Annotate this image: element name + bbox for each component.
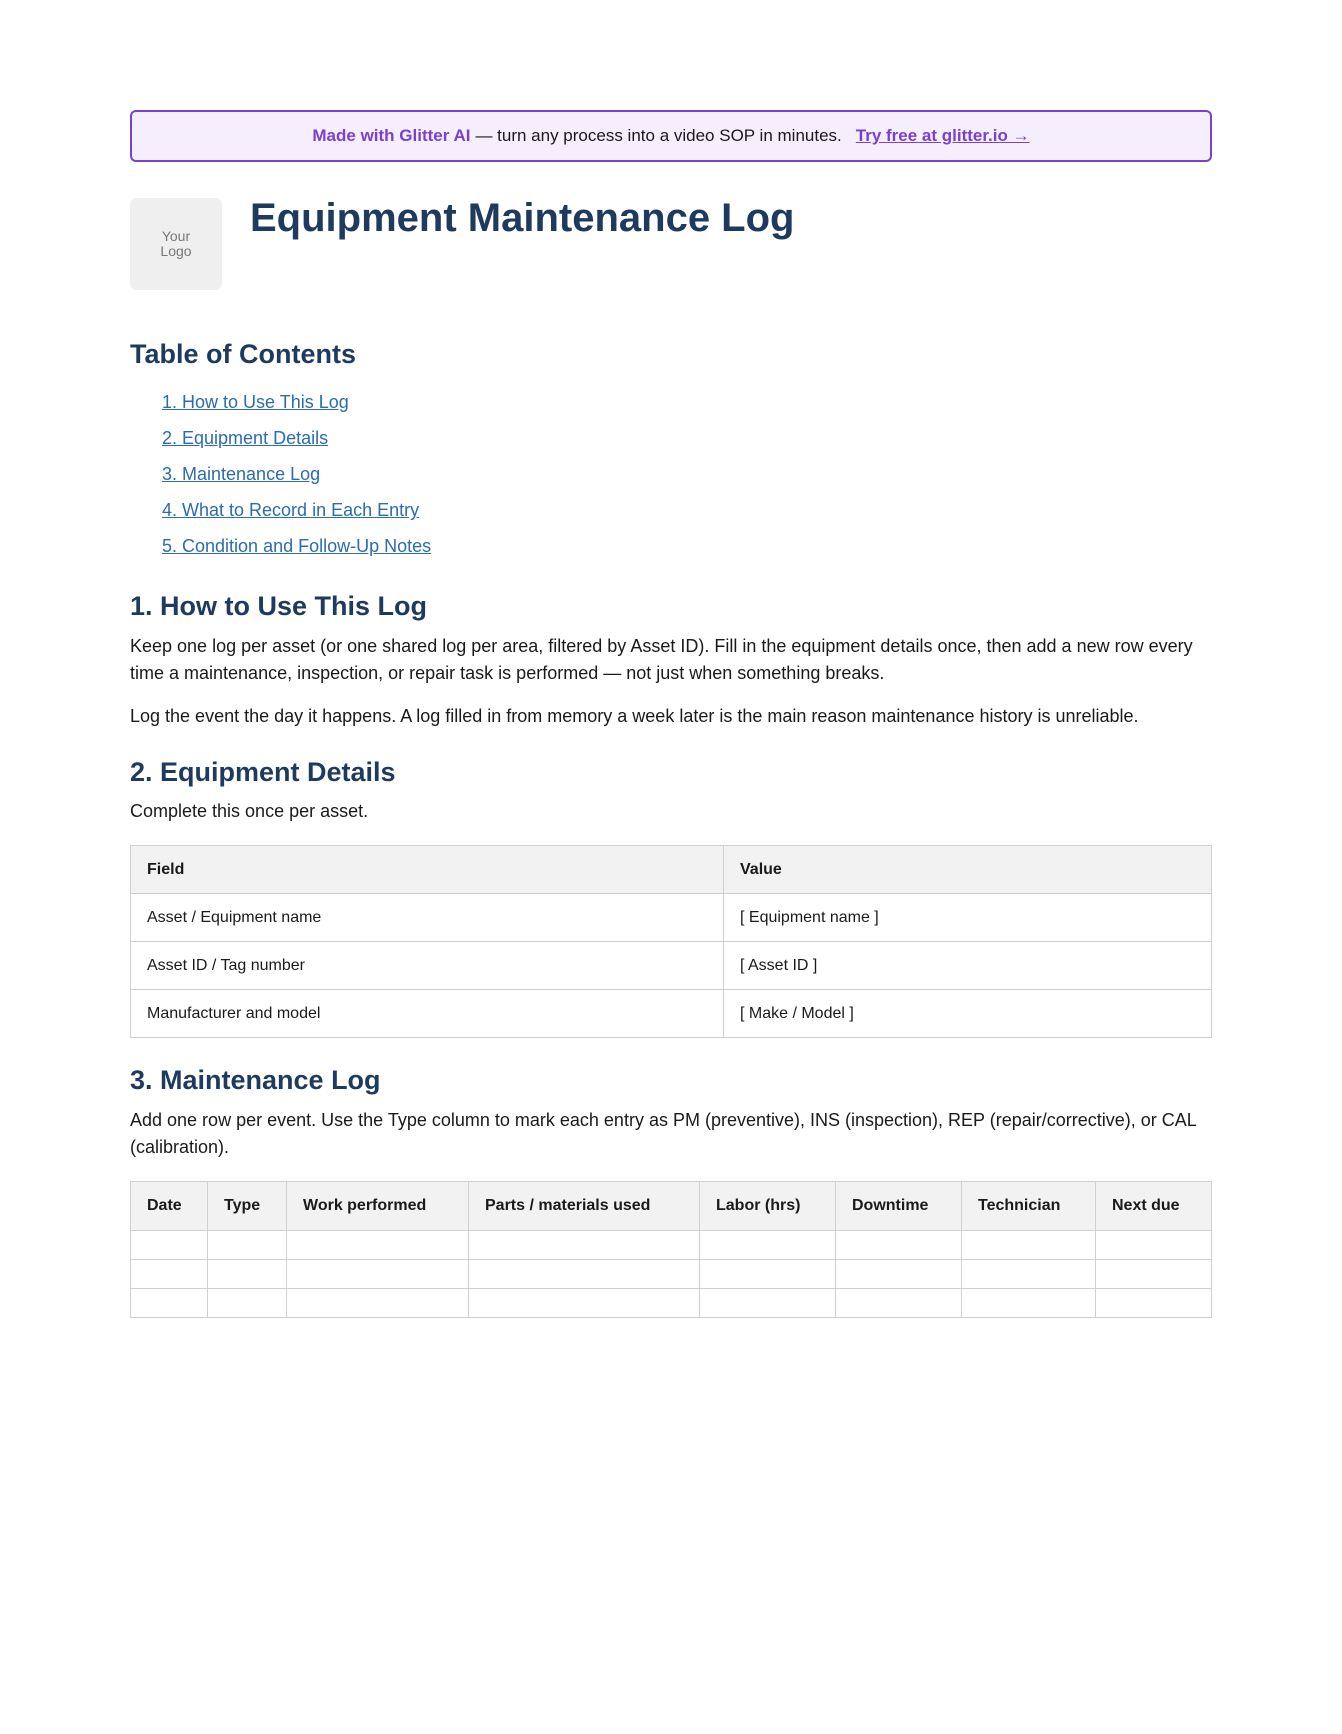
toc-item xyxy=(162,456,1212,492)
banner-brand: Made with Glitter AI xyxy=(312,126,471,145)
log-cell[interactable] xyxy=(469,1259,700,1288)
table-row xyxy=(131,894,1212,942)
section3-intro: Add one row per event. Use the Type column to mark each entry as PM (preventive), INS (inspection), REP (repair/corrective), or CAL (calibration). xyxy=(130,1109,1197,1157)
table-header-cell: Date xyxy=(131,1181,208,1230)
table-row xyxy=(131,1230,1212,1259)
equipment-details-table xyxy=(130,845,1212,1038)
field-label-cell: Asset ID / Tag number xyxy=(131,942,724,990)
banner-cta-link[interactable]: Try free at glitter.io → xyxy=(855,126,1030,145)
logo-placeholder xyxy=(130,198,222,290)
section2-heading: 2. Equipment Details xyxy=(130,756,396,787)
log-cell[interactable] xyxy=(1096,1230,1212,1259)
table-header-cell: Technician xyxy=(962,1181,1096,1230)
log-cell[interactable] xyxy=(700,1259,836,1288)
table-row xyxy=(131,1288,1212,1317)
log-cell[interactable] xyxy=(208,1288,287,1317)
document-header xyxy=(130,198,1212,290)
section1-paragraph: Keep one log per asset (or one shared log per area, filtered by Asset ID). Fill in the equipment details once, then add a new row every time a maintenance, inspection, or repair task is performed — not just when something breaks. xyxy=(130,635,1193,683)
field-value-cell[interactable]: [ Asset ID ] xyxy=(724,942,1212,990)
section1-heading: 1. How to Use This Log xyxy=(130,591,428,622)
log-cell[interactable] xyxy=(208,1259,287,1288)
toc-link-how-to-use[interactable]: 1. How to Use This Log xyxy=(162,392,349,413)
table-header-row xyxy=(131,846,1212,894)
field-value-cell[interactable]: [ Make / Model ] xyxy=(724,990,1212,1038)
log-cell[interactable] xyxy=(836,1259,962,1288)
table-header-cell: Labor (hrs) xyxy=(700,1181,836,1230)
section3-heading: 3. Maintenance Log xyxy=(130,1065,381,1096)
log-cell[interactable] xyxy=(469,1288,700,1317)
log-cell[interactable] xyxy=(962,1259,1096,1288)
field-label-cell: Manufacturer and model xyxy=(131,990,724,1038)
log-cell[interactable] xyxy=(469,1230,700,1259)
table-header-cell: Work performed xyxy=(287,1181,469,1230)
log-cell[interactable] xyxy=(287,1230,469,1259)
toc-heading: Table of Contents xyxy=(130,339,356,369)
log-cell[interactable] xyxy=(836,1288,962,1317)
table-of-contents xyxy=(130,384,1212,564)
toc-item xyxy=(162,420,1212,456)
table-header-cell: Field xyxy=(131,846,724,894)
toc-item xyxy=(162,492,1212,528)
log-cell[interactable] xyxy=(287,1288,469,1317)
table-header-cell: Parts / materials used xyxy=(469,1181,700,1230)
section1-paragraph: Log the event the day it happens. A log filled in from memory a week later is the main reason maintenance history is unreliable. xyxy=(130,705,1139,726)
log-cell[interactable] xyxy=(1096,1259,1212,1288)
log-cell[interactable] xyxy=(962,1230,1096,1259)
toc-item xyxy=(162,384,1212,420)
toc-link-what-to-record[interactable]: 4. What to Record in Each Entry xyxy=(162,500,420,521)
log-cell[interactable] xyxy=(208,1230,287,1259)
toc-link-maintenance-log[interactable]: 3. Maintenance Log xyxy=(162,464,321,485)
document-title: Equipment Maintenance Log xyxy=(250,196,795,240)
log-cell[interactable] xyxy=(700,1230,836,1259)
promo-banner xyxy=(130,110,1212,162)
table-header-cell: Next due xyxy=(1096,1181,1212,1230)
table-row xyxy=(131,1259,1212,1288)
toc-link-condition-notes[interactable]: 5. Condition and Follow-Up Notes xyxy=(162,536,432,557)
toc-item xyxy=(162,528,1212,564)
maintenance-log-table xyxy=(130,1181,1212,1318)
table-row xyxy=(131,990,1212,1038)
log-cell[interactable] xyxy=(1096,1288,1212,1317)
field-value-cell[interactable]: [ Equipment name ] xyxy=(724,894,1212,942)
table-row xyxy=(131,942,1212,990)
log-cell[interactable] xyxy=(131,1288,208,1317)
table-header-row xyxy=(131,1181,1212,1230)
section2-intro: Complete this once per asset. xyxy=(130,801,369,822)
log-cell[interactable] xyxy=(962,1288,1096,1317)
log-cell[interactable] xyxy=(131,1230,208,1259)
log-cell[interactable] xyxy=(836,1230,962,1259)
field-label-cell: Asset / Equipment name xyxy=(131,894,724,942)
log-cell[interactable] xyxy=(131,1259,208,1288)
table-header-cell: Type xyxy=(208,1181,287,1230)
log-cell[interactable] xyxy=(287,1259,469,1288)
log-cell[interactable] xyxy=(700,1288,836,1317)
logo-placeholder-text: Your Logo xyxy=(160,228,192,259)
table-header-cell: Value xyxy=(724,846,1212,894)
toc-link-equipment-details[interactable]: 2. Equipment Details xyxy=(162,428,329,449)
banner-text: — turn any process into a video SOP in minutes. xyxy=(475,126,842,145)
table-header-cell: Downtime xyxy=(836,1181,962,1230)
